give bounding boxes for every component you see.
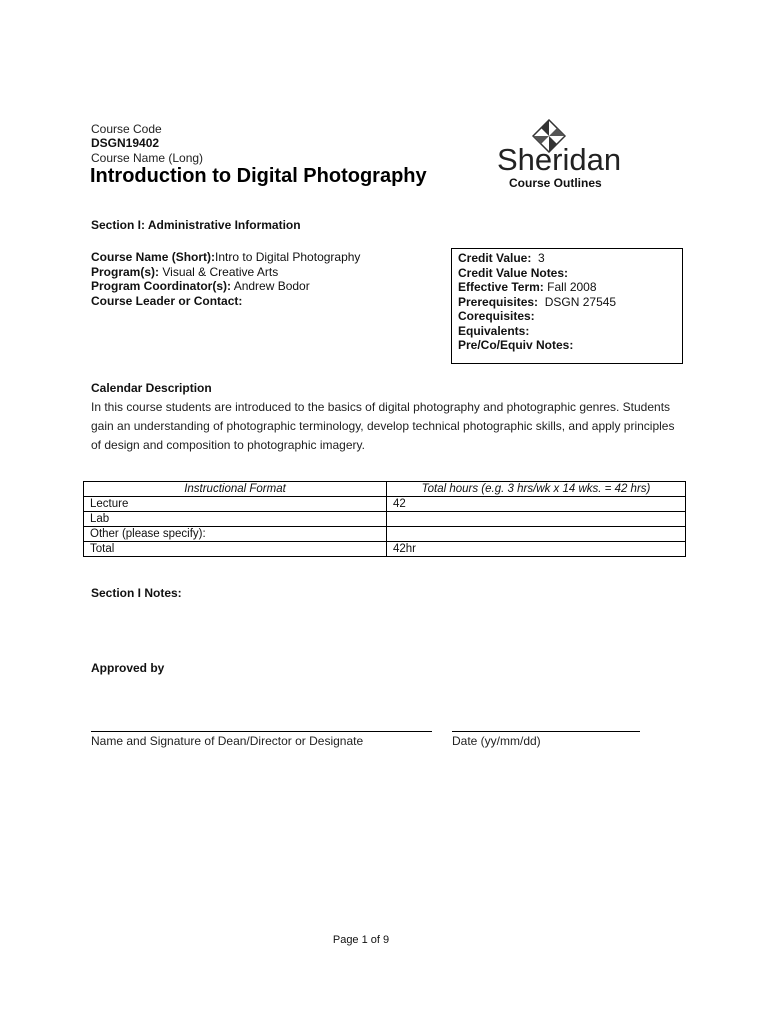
- calendar-description: In this course students are introduced to the basics of digital photography and photographic genres. Students gain an understanding of photographic terminology, develop technical photographic skills, and apply principles of design and composition to photographic imagery.: [91, 400, 675, 452]
- field-label: Corequisites:: [458, 309, 535, 323]
- field-label: Program Coordinator(s):: [91, 279, 232, 293]
- table-row: [84, 497, 686, 512]
- admin-info: [91, 250, 360, 308]
- prerequisites: DSGN 27545: [544, 294, 617, 309]
- table-cell: [387, 512, 686, 527]
- course-name-long-label: Course Name (Long): [91, 151, 204, 165]
- effective-term: Fall 2008: [547, 280, 597, 294]
- field-label: Credit Value Notes:: [458, 265, 569, 280]
- credit-notes-row: [458, 266, 676, 281]
- page-title: Introduction to Digital Photography: [90, 165, 427, 187]
- table-cell: Lab: [84, 512, 387, 527]
- signature-label: Name and Signature of Dean/Director or Designate: [91, 734, 364, 748]
- prerequisites-row: [458, 295, 676, 310]
- coordinator: Andrew Bodor: [233, 279, 310, 293]
- table-cell: 42hr: [387, 542, 686, 557]
- effective-term-row: [458, 280, 676, 295]
- field-label: Prerequisites:: [458, 294, 539, 309]
- field-label: Effective Term:: [458, 280, 544, 294]
- field-label: Course Leader or Contact:: [91, 293, 243, 308]
- field-label: Equivalents:: [458, 323, 530, 338]
- programs: Visual & Creative Arts: [162, 264, 279, 279]
- page-number: Page 1 of 9: [332, 934, 390, 946]
- table-header-row: [84, 482, 686, 497]
- corequisites-row: [458, 309, 676, 324]
- date-line: [452, 731, 640, 732]
- coordinator-row: [91, 279, 360, 294]
- table-cell: Total: [84, 542, 387, 557]
- logo-subtitle: Course Outlines: [509, 176, 602, 190]
- signature-line: [91, 731, 432, 732]
- field-label: Program(s):: [91, 264, 160, 279]
- calendar-title: Calendar Description: [91, 381, 212, 395]
- equivalents-row: [458, 324, 676, 339]
- table-cell: [387, 527, 686, 542]
- credit-value: 3: [538, 251, 545, 265]
- instructional-format-table: [83, 481, 686, 557]
- date-label: Date (yy/mm/dd): [452, 734, 541, 748]
- field-label: Credit Value:: [458, 251, 532, 265]
- section-title: Section I: Administrative Information: [91, 218, 301, 232]
- field-label: Pre/Co/Equiv Notes:: [458, 338, 574, 352]
- field-label: Course Name (Short):: [91, 250, 216, 264]
- programs-row: [91, 265, 360, 280]
- table-row: [84, 512, 686, 527]
- course-code-label: Course Code: [91, 122, 162, 136]
- table-cell: 42: [387, 497, 686, 512]
- table-row: [84, 542, 686, 557]
- course-name-short-row: [91, 250, 360, 265]
- table-header: Total hours (e.g. 3 hrs/wk x 14 wks. = 42 hrs): [387, 482, 686, 497]
- section-notes-title: Section I Notes:: [91, 586, 182, 600]
- pce-notes-row: [458, 338, 676, 353]
- leader-row: [91, 294, 360, 309]
- credit-info-box: [451, 248, 683, 364]
- table-cell: Lecture: [84, 497, 387, 512]
- credit-value-row: [458, 251, 676, 266]
- table-header: Instructional Format: [84, 482, 387, 497]
- logo-wordmark: Sheridan: [497, 142, 622, 177]
- course-name-short: Intro to Digital Photography: [215, 250, 361, 264]
- table-row: [84, 527, 686, 542]
- table-cell: Other (please specify):: [84, 527, 387, 542]
- course-code: DSGN19402: [91, 136, 160, 150]
- approved-by-title: Approved by: [91, 661, 165, 675]
